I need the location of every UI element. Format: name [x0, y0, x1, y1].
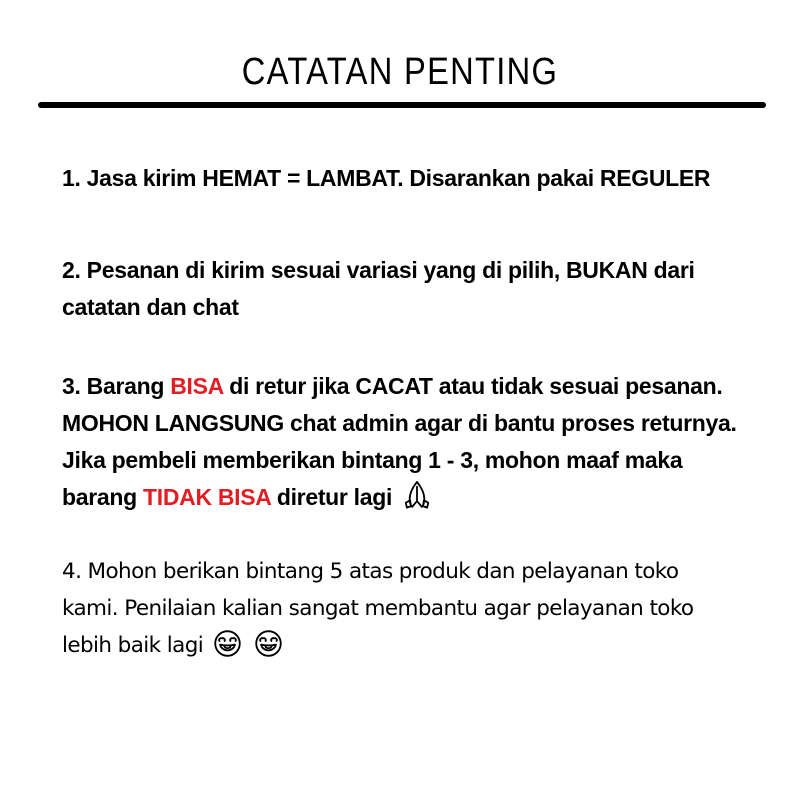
note-line: [62, 405, 770, 442]
note-line: [62, 289, 770, 326]
text-segment: kami. Penilaian kalian sangat membantu agar pelayanan toko: [62, 596, 694, 621]
text-segment: 1. Jasa kirim HEMAT = LAMBAT. Disarankan pakai REGULER: [62, 165, 711, 191]
title-divider: [38, 102, 766, 108]
note-1: [62, 160, 770, 197]
note-line: [62, 479, 770, 516]
note-line: [62, 252, 770, 289]
page-title: [0, 49, 800, 95]
note-line: [62, 590, 770, 627]
note-3: [62, 368, 770, 516]
text-segment: di retur jika CACAT atau tidak sesuai pesanan.: [223, 373, 723, 399]
page-title-text: CATATAN PENTING: [241, 51, 559, 93]
text-segment: 2. Pesanan di kirim sesuai variasi yang di pilih, BUKAN dari: [62, 257, 695, 283]
folded-hands-icon: [402, 480, 432, 512]
note-line: [62, 368, 770, 405]
highlighted-text: TIDAK BISA: [142, 484, 271, 510]
text-segment: barang: [62, 484, 143, 510]
note-line: [62, 160, 770, 197]
note-4: [62, 553, 770, 664]
text-segment: 3. Barang: [62, 373, 171, 399]
highlighted-text: BISA: [170, 373, 224, 399]
text-segment: lebih baik lagi: [62, 633, 210, 658]
text-segment: MOHON LANGSUNG chat admin agar di bantu proses returnya.: [62, 410, 737, 436]
smiling-face-icon: [213, 629, 242, 658]
text-segment: 4. Mohon berikan bintang 5 atas produk dan pelayanan toko: [62, 559, 679, 584]
note-2: [62, 252, 770, 326]
text-segment: Jika pembeli memberikan bintang 1 - 3, mohon maaf maka: [62, 447, 683, 473]
text-segment: diretur lagi: [270, 484, 399, 510]
note-line: [62, 553, 770, 590]
smiling-face-icon: [254, 629, 283, 658]
note-line: [62, 627, 770, 664]
note-line: [62, 442, 770, 479]
text-segment: catatan dan chat: [62, 294, 239, 320]
